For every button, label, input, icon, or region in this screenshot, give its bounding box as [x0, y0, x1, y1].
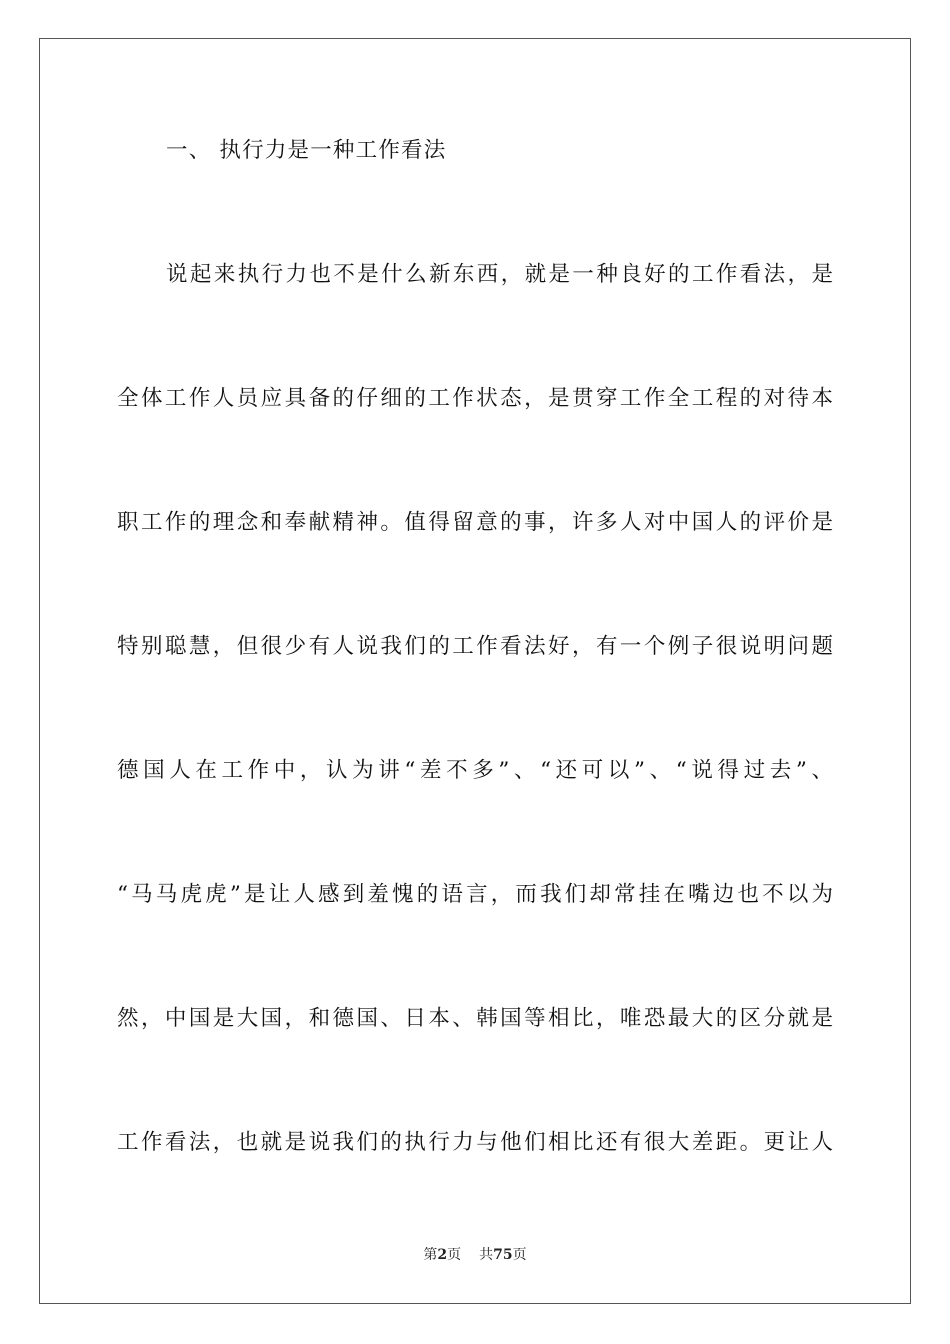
total-suffix: 页	[512, 1247, 527, 1263]
paragraph-line-2: 全体工作人员应具备的仔细的工作状态，是贯穿工作全工程的对待本	[117, 386, 833, 411]
page-suffix: 页	[447, 1247, 462, 1263]
paragraph-line-8: 工作看法，也就是说我们的执行力与他们相比还有很大差距。更让人	[117, 1130, 833, 1155]
total-prefix: 共	[479, 1247, 494, 1263]
page-number: 2	[437, 1247, 448, 1263]
paragraph-line-6: “马马虎虎”是让人感到羞愧的语言，而我们却常挂在嘴边也不以为	[117, 882, 833, 907]
paragraph-line-3: 职工作的理念和奉献精神。值得留意的事，许多人对中国人的评价是	[117, 510, 833, 535]
page-border	[39, 38, 911, 1304]
page-footer	[0, 1246, 950, 1264]
section-heading: 一、 执行力是一种工作看法	[166, 138, 447, 163]
paragraph-line-1: 说起来执行力也不是什么新东西，就是一种良好的工作看法，是	[166, 262, 833, 287]
total-pages: 75	[493, 1247, 513, 1263]
page-prefix: 第	[423, 1247, 438, 1263]
paragraph-line-5: 德国人在工作中，认为讲“差不多”、“还可以”、“说得过去”、	[117, 758, 833, 783]
paragraph-line-4: 特别聪慧，但很少有人说我们的工作看法好，有一个例子很说明问题	[117, 634, 833, 659]
paragraph-line-7: 然，中国是大国，和德国、日本、韩国等相比，唯恐最大的区分就是	[117, 1006, 833, 1031]
